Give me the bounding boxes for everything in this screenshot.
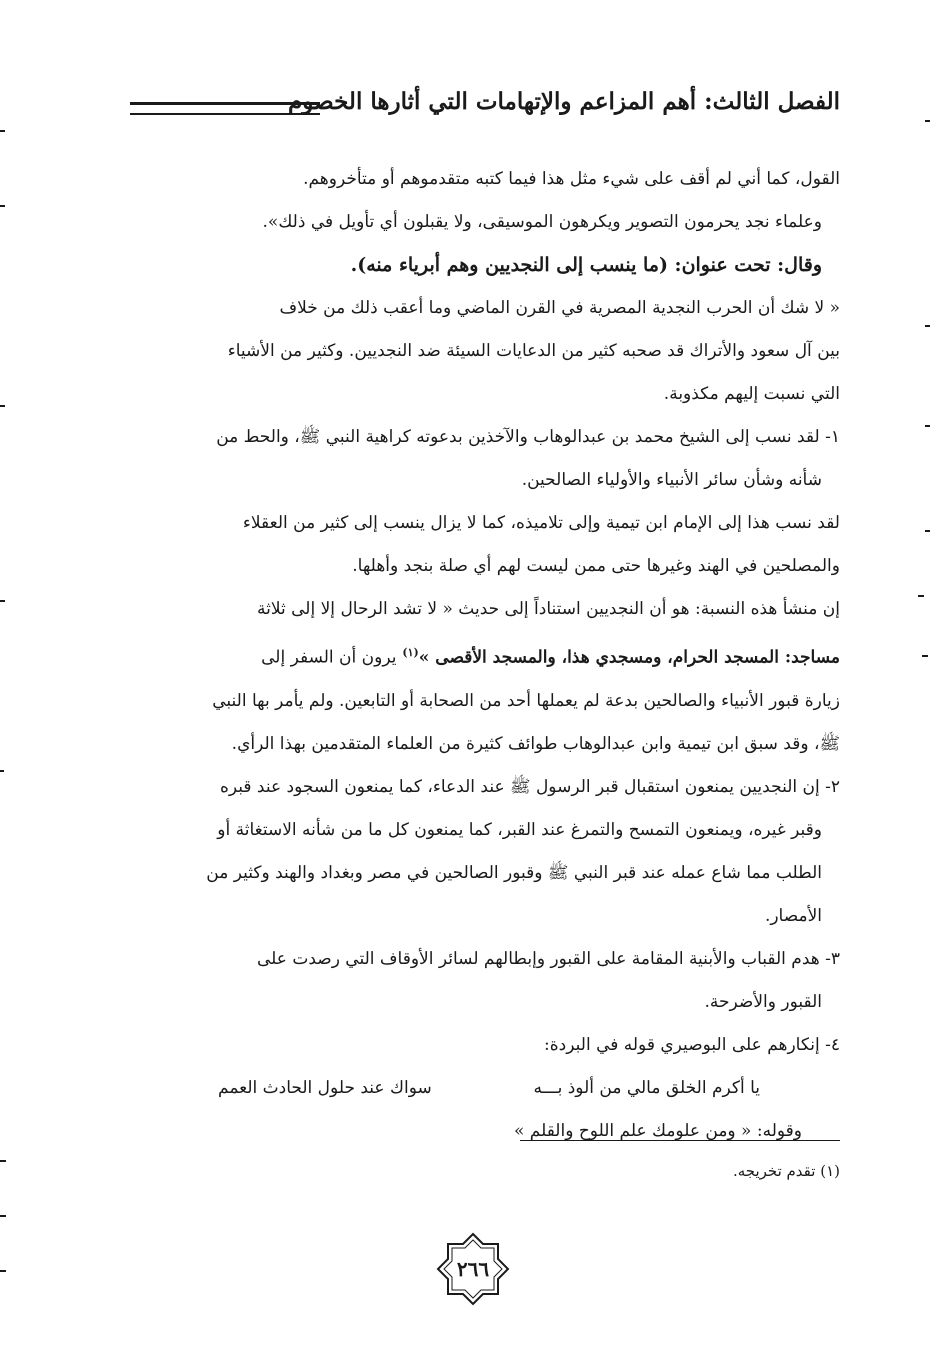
scan-mark xyxy=(0,1270,6,1272)
text-line: القول، كما أني لم أقف على شيء مثل هذا فيما كتبه متقدموهم أو متأخروهم. xyxy=(303,169,840,189)
scan-mark xyxy=(918,595,924,597)
scan-mark xyxy=(0,405,5,407)
text-line: وقبر غيره، ويمنعون التمسح والتمرغ عند القبر، كما يمنعون كل ما من شأنه الاستغاثة أو xyxy=(217,819,822,840)
chapter-header xyxy=(130,80,840,130)
body-text xyxy=(118,158,840,1153)
list-item: ٣- هدم القباب والأبنية المقامة على القبور وإبطالهم لسائر الأوقاف التي رصدت على xyxy=(256,948,840,969)
text-line: لقد نسب هذا إلى الإمام ابن تيمية وإلى تلاميذه، كما لا يزال ينسب إلى كثير من العقلاء xyxy=(242,513,840,533)
chapter-title: الفصل الثالث: أهم المزاعم والإتهامات التي أثارها الخصوم xyxy=(288,88,840,115)
scan-mark xyxy=(925,425,930,427)
hadith-text: مساجد: المسجد الحرام، ومسجدي هذا، والمسجد الأقصى » xyxy=(418,647,840,668)
list-item: ٤- إنكارهم على البوصيري قوله في البردة: xyxy=(544,1034,840,1055)
list-item: ٢- إن النجديين يمنعون استقبال قبر الرسول ﷺ عند الدعاء، كما يمنعون السجود عند قبره xyxy=(219,776,840,797)
scan-mark xyxy=(922,655,928,657)
text-line: والمصلحين في الهند وغيرها حتى ممن ليست لهم أي صلة بنجد وأهلها. xyxy=(352,556,840,576)
text-line: الطلب مما شاع عمله عند قبر النبي ﷺ وقبور الصالحين في مصر وبغداد والهند وكثير من xyxy=(206,862,822,883)
text-line: زيارة قبور الأنبياء والصالحين بدعة لم يعملها أحد من الصحابة أو التابعين. ولم يأمر بها النبي xyxy=(212,690,840,711)
text-line: القبور والأضرحة. xyxy=(704,991,822,1012)
text-line: « لا شك أن الحرب النجدية المصرية في القرن الماضي وما أعقب ذلك من خلاف xyxy=(279,298,840,318)
verse-first-hemistich: يا أكرم الخلق مالي من ألوذ بـــه xyxy=(533,1077,760,1098)
footnote-marker: (١) xyxy=(402,646,419,659)
list-item: ١- لقد نسب إلى الشيخ محمد بن عبدالوهاب والآخذين بدعوته كراهية النبي ﷺ، والحط من xyxy=(216,427,840,447)
text-line: بين آل سعود والأتراك قد صحبه كثير من الدعايات السيئة ضد النجديين. وكثير من الأشياء xyxy=(227,341,840,361)
text-line xyxy=(118,631,840,680)
scan-mark xyxy=(0,770,4,772)
page-number: ٢٦٦ xyxy=(456,1257,490,1281)
text-line: وعلماء نجد يحرمون التصوير ويكرهون الموسيقى، ولا يقبلون أي تأويل في ذلك». xyxy=(262,212,822,232)
text-line: إن منشأ هذه النسبة: هو أن النجديين استناداً إلى حديث « لا تشد الرحال إلا إلى ثلاثة xyxy=(257,599,840,619)
scan-mark xyxy=(925,530,930,532)
scan-mark xyxy=(925,325,930,327)
footnote: (١) تقدم تخريجه. xyxy=(732,1162,840,1180)
text-line: التي نسبت إليهم مكذوبة. xyxy=(663,384,840,404)
scan-mark xyxy=(0,130,5,132)
hadith-tail: يرون أن السفر إلى xyxy=(261,647,397,668)
text-line: وقال: تحت عنوان: (ما ينسب إلى النجديين وهم أبرياء منه). xyxy=(350,254,822,276)
page-number-ornament xyxy=(436,1232,510,1306)
header-rule xyxy=(130,102,320,115)
text-line: الأمصار. xyxy=(764,905,822,926)
scan-mark xyxy=(0,205,5,207)
verse-second-hemistich: سواك عند حلول الحادث العمم xyxy=(218,1077,432,1098)
scan-mark xyxy=(0,600,5,602)
scan-mark xyxy=(925,120,930,122)
text-line: ﷺ، وقد سبق ابن تيمية وابن عبدالوهاب طوائف كثيرة من العلماء المتقدمين بهذا الرأي. xyxy=(231,733,840,754)
footnote-rule xyxy=(520,1140,840,1141)
poem-verse xyxy=(118,1067,840,1110)
text-line: وقوله: « ومن علومك علم اللوح والقلم » xyxy=(513,1120,802,1141)
scan-mark xyxy=(0,1215,6,1217)
scan-mark xyxy=(0,1160,6,1162)
text-line: شأنه وشأن سائر الأنبياء والأولياء الصالحين. xyxy=(521,470,822,490)
